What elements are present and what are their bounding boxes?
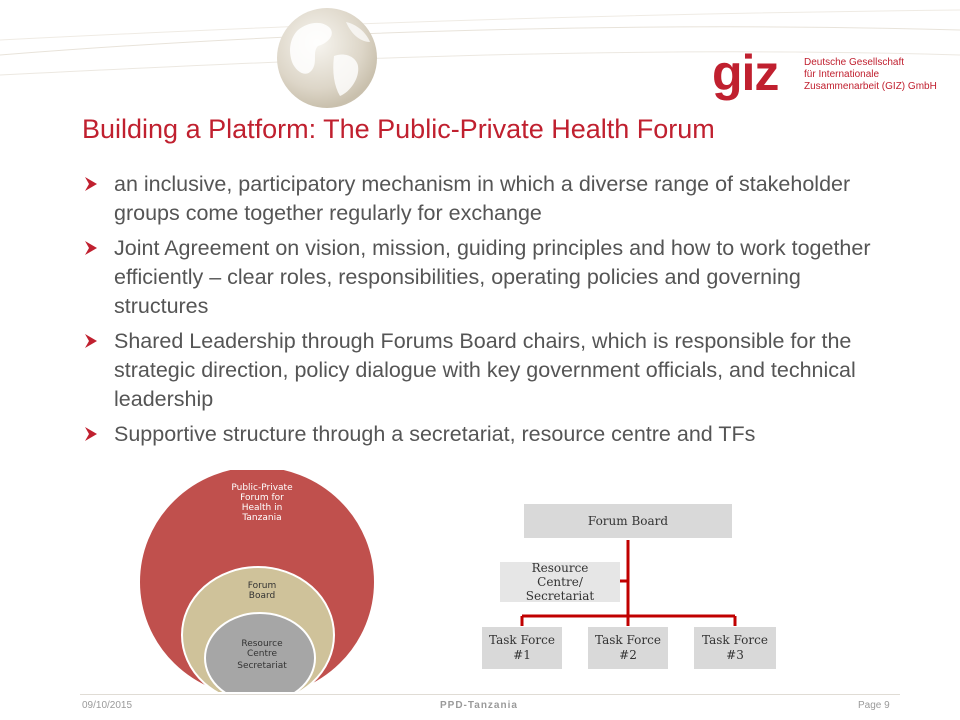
resource-centre-label: Centre/ (537, 575, 583, 589)
giz-logo-mark: giz (712, 45, 779, 101)
arrow-bullet-icon (82, 425, 100, 443)
task-force-number: #3 (726, 648, 744, 662)
inner-label: Centre (246, 649, 278, 659)
arrow-bullet-icon (82, 175, 100, 193)
footer-date: 09/10/2015 (82, 700, 133, 711)
page-number: Page 9 (858, 700, 890, 711)
giz-logo (712, 45, 937, 101)
arrow-bullet-icon (82, 332, 100, 350)
org-chart (480, 504, 780, 674)
forum-board-box (524, 504, 732, 538)
logo-line: Deutsche Gesellschaft (804, 57, 905, 68)
task-force-label: Task Force (702, 633, 768, 647)
task-force-label: Task Force (595, 633, 661, 647)
slide-title: Building a Platform: The Public-Private Health Forum (82, 114, 715, 144)
task-force-number: #2 (619, 648, 637, 662)
task-force-box (482, 627, 562, 669)
middle-label: Forum (247, 581, 277, 591)
bullet-text: Supportive structure through a secretariat, resource centre and TFs (114, 422, 756, 446)
bullet-text: Shared Leadership through Forums Board chairs, which is responsible for the strategic direction, policy dialogue with key government officials, and technical leadership (114, 329, 856, 411)
nested-circles-diagram (132, 470, 402, 695)
task-force-box (694, 627, 776, 669)
inner-label: Secretariat (237, 661, 287, 671)
outer-label: Health in (241, 503, 283, 513)
bullet-text: Joint Agreement on vision, mission, guiding principles and how to work together efficiently – clear roles, responsibilities, operating policies and governing structures (114, 236, 871, 318)
logo-line: Zusammenarbeit (GIZ) GmbH (804, 81, 937, 92)
resource-centre-label: Resource (531, 561, 589, 575)
task-force-box (588, 627, 668, 669)
giz-logo-text (804, 57, 937, 93)
resource-centre-label: Secretariat (525, 589, 595, 603)
bullet-list (82, 170, 882, 455)
outer-label: Tanzania (242, 513, 282, 523)
task-force-number: #1 (513, 648, 531, 662)
inner-label: Resource (241, 639, 283, 649)
bullet-item (82, 420, 882, 449)
bullet-item (82, 234, 882, 321)
bullet-item (82, 327, 882, 414)
outer-label: Public-Private (231, 483, 293, 493)
outer-label: Forum for (240, 493, 284, 503)
logo-line: für Internationale (804, 69, 880, 80)
bullet-text: an inclusive, participatory mechanism in which a diverse range of stakeholder groups come together regularly for exchange (114, 172, 851, 225)
footer-divider (80, 694, 900, 695)
middle-label: Board (248, 591, 276, 601)
footer-title: PPD-Tanzania (440, 700, 518, 711)
bullet-item (82, 170, 882, 228)
arrow-bullet-icon (82, 239, 100, 257)
task-force-label: Task Force (489, 633, 555, 647)
forum-board-label: Forum Board (587, 514, 669, 528)
resource-centre-box (500, 562, 620, 602)
